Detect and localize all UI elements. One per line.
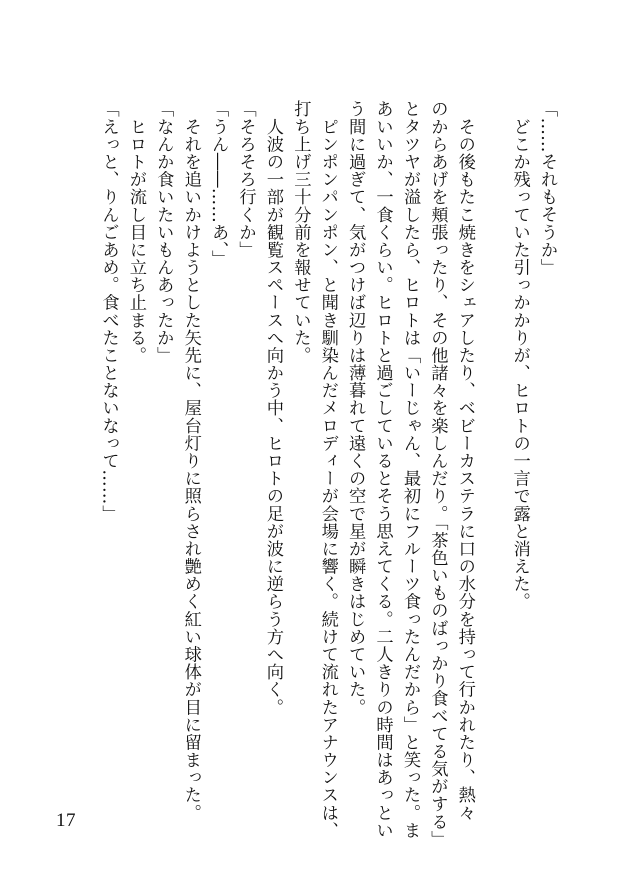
text-line: う間に過ぎて、気がつけば辺りは薄暮れて遠くの空で星が瞬きはじめていた。 (345, 100, 366, 716)
dialogue-line: 「そろそろ行くか」 (235, 100, 256, 259)
text-line: 打ち上げ三十分前を報せていた。 (290, 100, 311, 364)
text-line: 人波の一部が観覧スペースへ向かう中、ヒロトの足が波に逆らう方へ向く。 (262, 100, 283, 716)
text-line: ピンポンパンポン、と聞き馴染んだメロディーが会場に響く。続けて流れたアナウンスは、 (317, 100, 338, 839)
page-number: 17 (56, 810, 76, 831)
text-line: とタツヤが溢したら、ヒロトは「いーじゃん、最初にフルーツ食ったんだから」と笑った。ま (399, 100, 420, 839)
dialogue-line: 「うん――……あ、」 (208, 100, 229, 268)
text-line: 「……それもそうか」 (537, 100, 557, 276)
text-line: それを追いかけようとした矢先に、屋台灯りに照らされ艶めく紅い球体が目に留まった。 (180, 100, 201, 822)
text-line: その後もたこ焼きをシェアしたり、ベビーカステラに口の水分を持って行かれたり、熱々 (454, 100, 475, 822)
text-line: あいいか、一食くらい。ヒロトと過ごしているとそう思えてくる。二人きりの時間はあっとい (372, 100, 393, 839)
blank-line (478, 100, 505, 790)
text-line: ヒロトが流し目に立ち止まる。 (125, 100, 146, 364)
dialogue-line: 「なんか食いたいもんあったか」 (153, 100, 174, 364)
text-line: どこか残っていた引っかかりが、ヒロトの一言で露と消えた。 (509, 100, 530, 611)
dialogue-line: 「えっと、りんごあめ。食べたことないなって……」 (98, 100, 119, 523)
text-line: のからあげを頬張ったり、その他諸々を楽しんだり。「茶色いものばっかり食べてる気がする」 (427, 100, 448, 848)
